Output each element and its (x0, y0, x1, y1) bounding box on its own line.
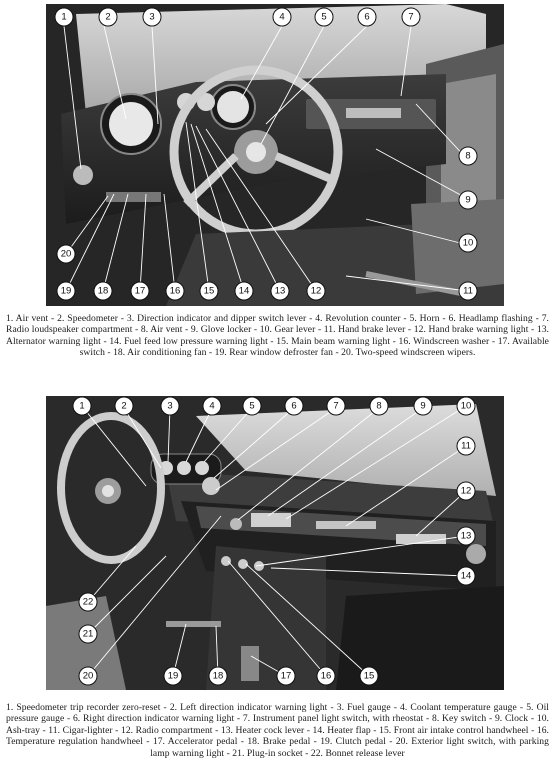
callout-17 (277, 667, 295, 685)
callout-17 (131, 282, 149, 300)
svg-text:12: 12 (310, 285, 322, 297)
svg-text:11: 11 (461, 440, 471, 452)
callout-10 (459, 234, 477, 252)
callout-11 (457, 437, 475, 455)
callout-21 (79, 625, 97, 643)
callout-3 (143, 8, 161, 26)
callout-16 (317, 667, 335, 685)
callout-9 (459, 191, 477, 209)
svg-text:4: 4 (279, 11, 285, 23)
svg-text:16: 16 (320, 670, 332, 682)
callout-18 (94, 282, 112, 300)
svg-text:4: 4 (209, 400, 215, 412)
svg-text:8: 8 (376, 400, 382, 412)
svg-text:6: 6 (364, 11, 370, 23)
callout-14 (235, 282, 253, 300)
figure-1-caption: 1. Air vent - 2. Speedometer - 3. Direction indicator and dipper switch lever - 4. Revolution counter - 5. Horn - 6. Headlamp flashing - 7. Radio loudspeaker compartment - 8. Air vent - 9. Glove locker - 10. Gear lever - 11. Hand brake lever - 12. Hand brake warning light - 13. Alternator warning light - 14. Fuel feed low pressure warning light - 15. Main beam warning light - 16. Windscreen washer - 17. Available switch - 18. Air conditioning fan - 19. Rear window defroster fan - 20. Two-speed windscreen wipers. (6, 313, 549, 359)
svg-text:9: 9 (465, 194, 471, 206)
callout-9 (414, 397, 432, 415)
svg-text:1: 1 (79, 400, 85, 412)
svg-text:17: 17 (280, 670, 292, 682)
svg-text:18: 18 (97, 285, 109, 297)
callout-11 (459, 282, 477, 300)
callout-6 (358, 8, 376, 26)
svg-text:17: 17 (134, 285, 146, 297)
svg-text:20: 20 (82, 670, 94, 682)
callout-4 (203, 397, 221, 415)
svg-text:10: 10 (462, 237, 474, 249)
svg-text:21: 21 (82, 628, 94, 640)
callout-12 (457, 482, 475, 500)
svg-text:2: 2 (121, 400, 127, 412)
callout-7 (402, 8, 420, 26)
svg-text:15: 15 (363, 670, 375, 682)
callout-1 (55, 8, 73, 26)
callout-13 (271, 282, 289, 300)
dashboard-illustration-2 (46, 396, 504, 690)
callout-19 (164, 667, 182, 685)
callout-2 (115, 397, 133, 415)
callout-12 (307, 282, 325, 300)
svg-text:10: 10 (460, 400, 472, 412)
dashboard-photo-driver-view (46, 4, 504, 306)
svg-text:22: 22 (82, 596, 94, 608)
svg-text:3: 3 (149, 11, 155, 23)
callout-15 (360, 667, 378, 685)
callout-1 (73, 397, 91, 415)
svg-text:7: 7 (333, 400, 339, 412)
callout-19 (57, 282, 75, 300)
svg-text:13: 13 (460, 530, 472, 542)
svg-text:13: 13 (274, 285, 286, 297)
callout-4 (273, 8, 291, 26)
svg-text:7: 7 (408, 11, 414, 23)
callout-2 (99, 8, 117, 26)
callout-3 (161, 397, 179, 415)
callout-5 (315, 8, 333, 26)
callout-8 (459, 147, 477, 165)
svg-text:18: 18 (212, 670, 224, 682)
callout-6 (285, 397, 303, 415)
dashboard-illustration-1 (46, 4, 504, 306)
svg-text:5: 5 (321, 11, 327, 23)
svg-text:5: 5 (249, 400, 255, 412)
callout-5 (243, 397, 261, 415)
callout-7 (327, 397, 345, 415)
svg-text:1: 1 (61, 11, 67, 23)
callout-15 (200, 282, 218, 300)
svg-text:2: 2 (105, 11, 111, 23)
figure-2-caption: 1. Speedometer trip recorder zero-reset - 2. Left direction indicator warning light - 3. Fuel gauge - 4. Coolant temperature gauge - 5. Oil pressure gauge - 6. Right direction indicator warning light - 7. Instrument panel light switch, with rheostat - 8. Key switch - 9. Clock - 10. Ash-tray - 11. Cigar-lighter - 12. Radio compartment - 13. Heater cock lever - 14. Heater flap - 15. Front air intake control handwheel - 16. Temperature regulation handwheel - 17. Accelerator pedal - 18. Brake pedal - 19. Clutch pedal - 20. Exterior light switch, with parking lamp warning light - 21. Plug-in socket - 22. Bonnet release lever (6, 702, 549, 759)
callout-14 (457, 567, 475, 585)
svg-text:19: 19 (167, 670, 179, 682)
svg-text:11: 11 (463, 285, 473, 297)
svg-text:8: 8 (465, 150, 471, 162)
svg-text:19: 19 (60, 285, 72, 297)
callout-20 (57, 245, 75, 263)
svg-text:3: 3 (167, 400, 173, 412)
svg-text:16: 16 (169, 285, 181, 297)
svg-text:20: 20 (60, 248, 72, 260)
svg-text:12: 12 (460, 485, 472, 497)
svg-text:6: 6 (291, 400, 297, 412)
callout-16 (166, 282, 184, 300)
callout-18 (209, 667, 227, 685)
callout-10 (457, 397, 475, 415)
callout-13 (457, 527, 475, 545)
svg-text:14: 14 (460, 570, 472, 582)
callout-20 (79, 667, 97, 685)
callout-8 (370, 397, 388, 415)
svg-text:14: 14 (238, 285, 250, 297)
dashboard-photo-side-view (46, 396, 504, 690)
callout-22 (79, 593, 97, 611)
svg-text:9: 9 (420, 400, 426, 412)
svg-text:15: 15 (203, 285, 215, 297)
